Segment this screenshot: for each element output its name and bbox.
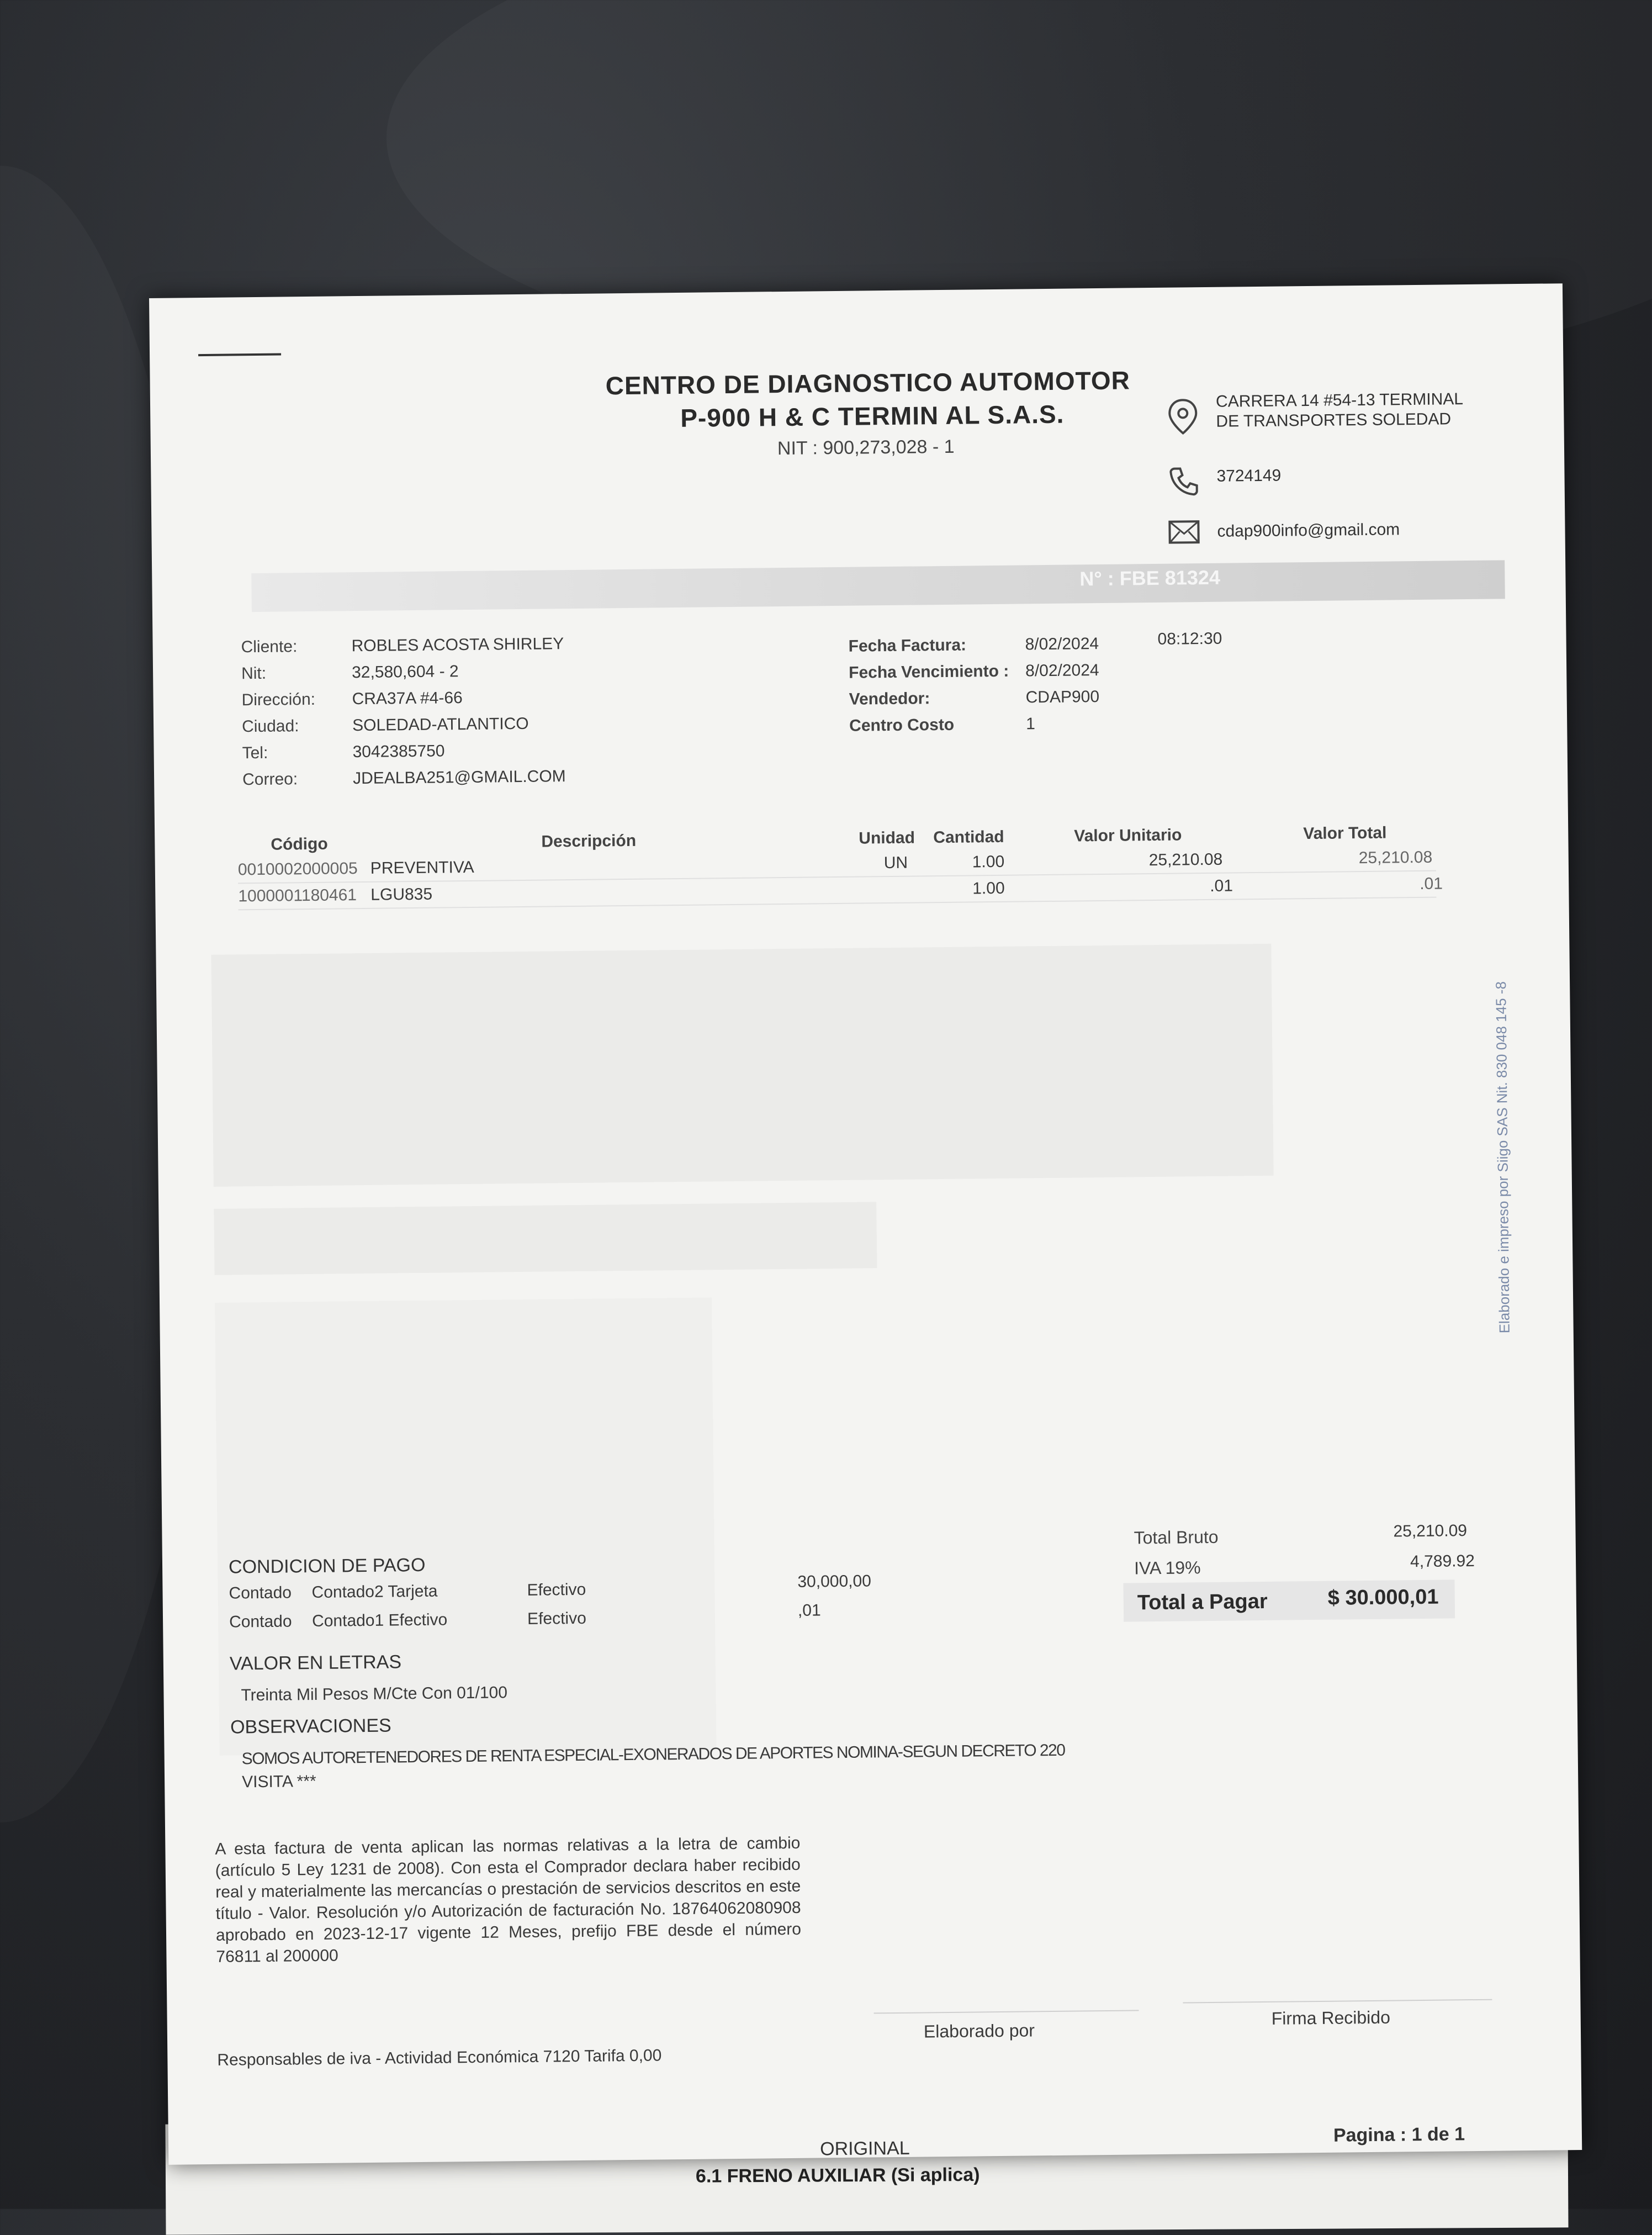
col-code: Código bbox=[271, 834, 328, 854]
gross-total-label: Total Bruto bbox=[1134, 1526, 1219, 1548]
location-pin-icon bbox=[1166, 398, 1200, 437]
client-nit: 32,580,604 - 2 bbox=[351, 662, 459, 682]
original-label: ORIGINAL bbox=[819, 2137, 910, 2160]
iva-label: IVA 19% bbox=[1134, 1557, 1201, 1578]
tax-responsibility: Responsables de iva - Actividad Económica 7120 Tarifa 0,00 bbox=[217, 2046, 662, 2069]
payment-detail: Contado1 Efectivo bbox=[311, 1610, 448, 1631]
client-label: Tel: bbox=[242, 743, 268, 763]
gross-total: 25,210.09 bbox=[1393, 1521, 1468, 1541]
client-label: Ciudad: bbox=[241, 717, 299, 736]
client-labels bbox=[241, 633, 316, 793]
client-label: Correo: bbox=[242, 770, 298, 789]
payment-type: Contado bbox=[229, 1583, 292, 1603]
client-name: ROBLES ACOSTA SHIRLEY bbox=[351, 635, 564, 656]
company-email: cdap900info@gmail.com bbox=[1217, 520, 1400, 541]
email-icon bbox=[1167, 519, 1200, 545]
col-description: Descripción bbox=[541, 831, 637, 851]
phone-icon bbox=[1167, 464, 1200, 498]
legal-notice: A esta factura de venta aplican las normas relativas a la letra de cambio (artículo 5 Ley 1231 de 2008). Con esta el Comprador declara haber recibido real y materialmente las mercancías o prestación de servicios descritos en este título - Valor. Resolución y/o Autorización de facturación No. 18764062080908 aprobado en 2023-12-17 vigente 12 Meses, prefijo FBE desde el número 76811 al 200000 bbox=[215, 1834, 802, 1966]
meta-label: Vendedor: bbox=[849, 689, 930, 709]
row-description: PREVENTIVA bbox=[370, 858, 474, 878]
show-through-shading bbox=[211, 944, 1273, 1187]
seller: CDAP900 bbox=[1025, 688, 1100, 707]
client-email: JDEALBA251@GMAIL.COM bbox=[352, 767, 566, 788]
client-label: Cliente: bbox=[241, 637, 298, 657]
observations-text: SOMOS AUTORETENEDORES DE RENTA ESPECIAL-EXONERADOS DE APORTES NOMINA-SEGUN DECRETO 220 bbox=[241, 1741, 1065, 1768]
col-unit-price: Valor Unitario bbox=[1074, 826, 1182, 846]
signature-line bbox=[874, 2010, 1139, 2014]
invoice-number-bar bbox=[251, 560, 1505, 612]
total-pay-label: Total a Pagar bbox=[1137, 1589, 1268, 1615]
total-pay-amount: $ 30.000,01 bbox=[1327, 1585, 1439, 1610]
client-phone: 3042385750 bbox=[352, 742, 445, 762]
invoice-number: N° : FBE 81324 bbox=[1079, 566, 1221, 590]
row-unit: UN bbox=[883, 853, 908, 873]
letters-text: Treinta Mil Pesos M/Cte Con 01/100 bbox=[241, 1683, 508, 1705]
client-values bbox=[351, 631, 566, 792]
software-credit: Elaborado e impreso por Siigo SAS Nit. 830 048 145 -8 bbox=[1492, 981, 1513, 1334]
due-date: 8/02/2024 bbox=[1025, 661, 1099, 680]
received-signature-label: Firma Recibido bbox=[1271, 2007, 1391, 2028]
made-by-label: Elaborado por bbox=[923, 2020, 1035, 2042]
company-nit: NIT : 900,273,028 - 1 bbox=[777, 436, 955, 459]
next-sheet-title: 6.1 FRENO AUXILIAR (Si aplica) bbox=[695, 2164, 980, 2187]
company-name: CENTRO DE DIAGNOSTICO AUTOMOTOR bbox=[605, 366, 1131, 400]
signature-line bbox=[1183, 1999, 1492, 2004]
col-total: Valor Total bbox=[1303, 823, 1387, 843]
show-through-shading bbox=[214, 1202, 877, 1275]
observations-title: OBSERVACIONES bbox=[230, 1715, 391, 1738]
cost-center: 1 bbox=[1025, 715, 1036, 733]
company-phone: 3724149 bbox=[1216, 466, 1282, 485]
row-quantity: 1.00 bbox=[972, 852, 1005, 871]
row-total: 25,210.08 bbox=[1358, 848, 1433, 868]
row-unit-price: 25,210.08 bbox=[1148, 850, 1223, 870]
meta-label: Fecha Factura: bbox=[848, 636, 967, 656]
invoice-time: 08:12:30 bbox=[1157, 629, 1222, 648]
row-total: .01 bbox=[1420, 874, 1443, 893]
row-quantity: 1.00 bbox=[972, 879, 1005, 898]
client-label: Dirección: bbox=[241, 690, 316, 710]
letters-title: VALOR EN LETRAS bbox=[229, 1651, 402, 1674]
row-code: 1000001180461 bbox=[238, 886, 357, 906]
row-unit-price: .01 bbox=[1210, 876, 1233, 895]
client-address: CRA37A #4-66 bbox=[352, 689, 463, 709]
company-address: CARRERA 14 #54-13 TERMINAL DE TRANSPORTES SOLEDAD bbox=[1215, 390, 1463, 431]
payment-amount: ,01 bbox=[797, 1601, 821, 1620]
meta-label: Fecha Vencimiento : bbox=[848, 662, 1009, 682]
meta-label: Centro Costo bbox=[849, 715, 955, 735]
pen-mark bbox=[198, 353, 281, 357]
row-code: 0010002000005 bbox=[237, 859, 358, 879]
payment-method: Efectivo bbox=[527, 1609, 586, 1628]
client-label: Nit: bbox=[241, 664, 267, 683]
client-city: SOLEDAD-ATLANTICO bbox=[352, 714, 529, 735]
row-description: LGU835 bbox=[370, 885, 433, 904]
meta-labels bbox=[848, 632, 1009, 739]
payment-detail: Contado2 Tarjeta bbox=[311, 1582, 438, 1602]
payment-method: Efectivo bbox=[527, 1580, 586, 1599]
col-quantity: Cantidad bbox=[933, 827, 1004, 847]
payment-type: Contado bbox=[229, 1612, 292, 1631]
meta-values bbox=[1025, 631, 1099, 737]
invoice-date: 8/02/2024 bbox=[1025, 635, 1099, 654]
iva-amount: 4,789.92 bbox=[1410, 1551, 1475, 1571]
company-name-line2: P-900 H & C TERMIN AL S.A.S. bbox=[680, 399, 1065, 432]
payment-title: CONDICION DE PAGO bbox=[228, 1554, 426, 1578]
page-number: Pagina : 1 de 1 bbox=[1333, 2123, 1465, 2146]
observations-visit: VISITA *** bbox=[241, 1772, 316, 1792]
invoice-sheet bbox=[149, 283, 1582, 2165]
payment-amount: 30,000,00 bbox=[797, 1572, 872, 1591]
col-unit: Unidad bbox=[859, 828, 915, 848]
